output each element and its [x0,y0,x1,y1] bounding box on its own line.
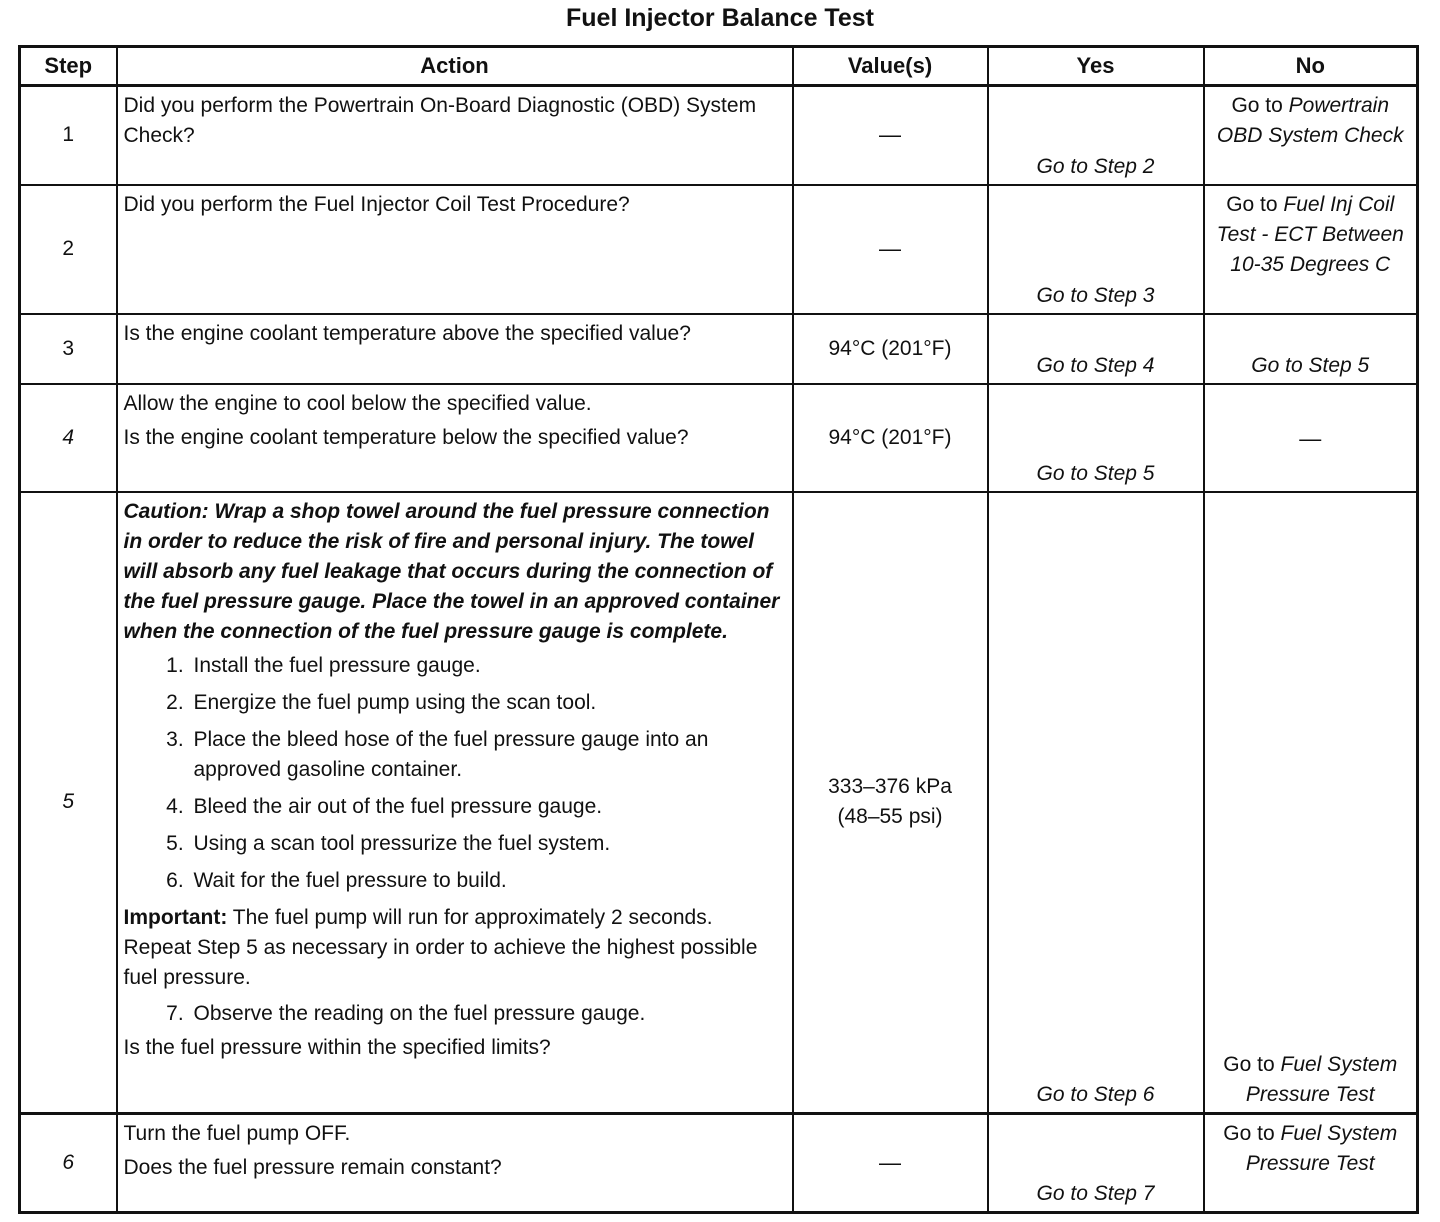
step-number-text: 4 [62,425,75,449]
step-number [20,384,117,492]
no-prefix: Go to [1226,192,1278,216]
header-yes: Yes [988,47,1204,86]
no-link[interactable] [1204,492,1418,1114]
list-item: 5. Using a scan tool pressurize the fuel system. [190,829,784,859]
caution-note: Caution: Wrap a shop towel around the fuel pressure connection in order to reduce the risk of fire and personal injury. The towel will absorb any fuel leakage that occurs during the connection of the fuel pressure gauge. Place the towel in an approved container when the connection of the fuel pressure gauge is complete. [123,499,780,643]
yes-link[interactable]: Go to Step 4 [988,314,1204,384]
no-value: — [1204,384,1418,492]
yes-link[interactable]: Go to Step 5 [988,384,1204,492]
action-line: Turn the fuel pump OFF. [123,1122,351,1145]
action-text: Did you perform the Powertrain On-Board Diagnostic (OBD) System Check? [117,86,793,185]
important-text: The fuel pump will run for approximately 2 seconds. Repeat Step 5 as necessary in order to achieve the highest possible fuel pressure. [123,905,758,989]
diagnostic-table [18,45,1419,1214]
header-no: No [1204,47,1418,86]
yes-link[interactable]: Go to Step 2 [988,86,1204,185]
procedure-list [124,651,784,896]
header-values: Value(s) [793,47,988,86]
no-prefix: Go to [1231,94,1283,117]
action-question: Does the fuel pressure remain constant? [123,1156,502,1179]
no-link[interactable]: Go to Step 5 [1204,314,1418,384]
step-number-text: 6 [62,1151,75,1174]
action-text: Is the engine coolant temperature above the specified value? [117,314,793,384]
procedure-list-continued [124,999,784,1029]
value-text: — [793,1114,988,1213]
list-item: 3. Place the bleed hose of the fuel pressure gauge into an approved gasoline container. [190,725,784,785]
table-row [20,185,1418,314]
value-text: 94°C (201°F) [793,384,988,492]
header-action: Action [117,47,793,86]
action-question: Is the engine coolant temperature below the specified value? [123,425,689,449]
yes-link[interactable]: Go to Step 6 [988,492,1204,1114]
list-item: 6. Wait for the fuel pressure to build. [190,866,784,896]
value-text: 94°C (201°F) [793,314,988,384]
no-target: Fuel System Pressure Test [1245,1122,1398,1175]
table-row [20,314,1418,384]
no-link[interactable] [1204,86,1418,185]
table-row [20,86,1418,185]
step-number: 2 [20,185,117,314]
step-number: 1 [20,86,117,185]
action-cell [117,1114,793,1213]
value-psi: (48–55 psi) [837,805,943,829]
step-number-text: 5 [62,790,75,814]
page-title: Fuel Injector Balance Test [566,4,874,32]
yes-link[interactable]: Go to Step 3 [988,185,1204,314]
list-item: 1. Install the fuel pressure gauge. [190,651,784,681]
header-step: Step [20,47,117,86]
no-link[interactable] [1204,185,1418,314]
no-target: Powertrain OBD System Check [1216,94,1404,147]
no-target: Fuel System Pressure Test [1245,1053,1398,1106]
value-cell [793,492,988,1114]
step-number [20,492,117,1114]
no-target: Fuel Inj Coil Test - ECT Between 10-35 Degrees C [1216,192,1404,276]
value-kpa: 333–376 kPa [828,775,952,799]
action-text: Did you perform the Fuel Injector Coil Test Procedure? [117,185,793,314]
action-question: Is the fuel pressure within the specified limits? [123,1035,551,1059]
value-text: — [793,185,988,314]
header-row [20,47,1418,86]
action-cell [117,492,793,1114]
important-note [124,903,784,993]
table-row [20,492,1418,1114]
no-prefix: Go to [1223,1122,1275,1145]
table-row [20,384,1418,492]
table-row [20,1114,1418,1213]
important-label: Important: [123,905,228,929]
list-item: 7. Observe the reading on the fuel pressure gauge. [190,999,784,1029]
value-text: — [793,86,988,185]
action-line: Allow the engine to cool below the specified value. [123,391,592,415]
step-number: 3 [20,314,117,384]
no-link[interactable] [1204,1114,1418,1213]
no-prefix: Go to [1223,1053,1275,1076]
list-item: 2. Energize the fuel pump using the scan tool. [190,688,784,718]
list-item: 4. Bleed the air out of the fuel pressure gauge. [190,792,784,822]
yes-link[interactable]: Go to Step 7 [988,1114,1204,1213]
action-cell [117,384,793,492]
step-number [20,1114,117,1213]
